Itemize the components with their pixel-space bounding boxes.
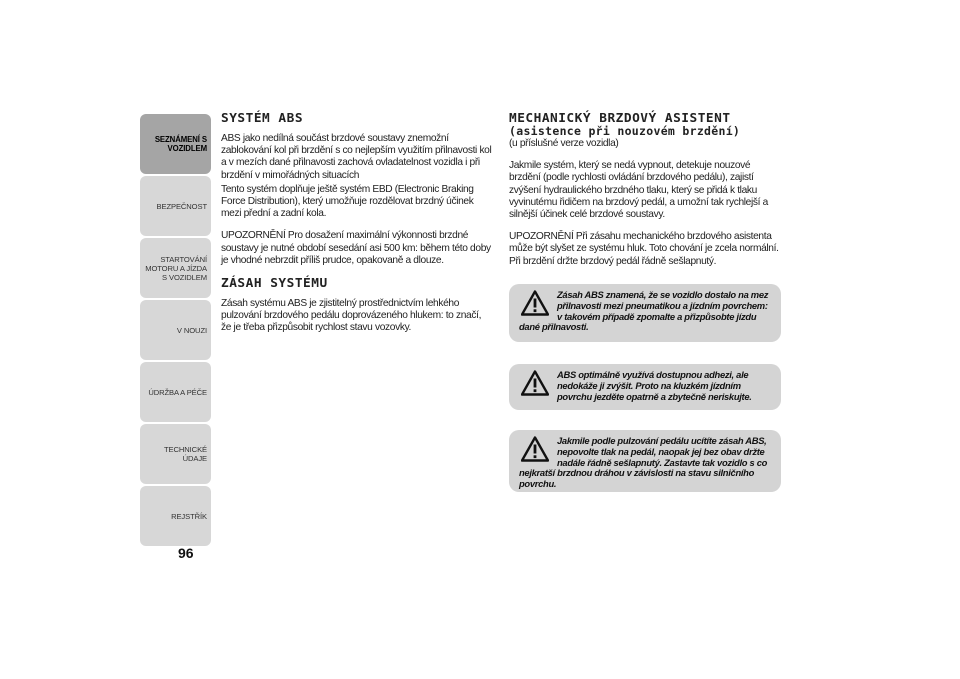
tab-rejstrik[interactable] [140,486,211,546]
heading-abs: SYSTÉM ABS [221,111,304,126]
warning-triangle-icon [521,436,549,462]
warning-box-1 [509,284,781,342]
warning-text-1: Zásah ABS znamená, že se vozidlo dostalo na mez přilnavosti mezi pneumatikou a jízdním povrchem: v takovém případě zpomalte a přizpůsobte jízdu dané přilnavosti. [519,289,769,333]
tab-label: ÚDRŽBA A PÉČE [148,387,207,397]
chapter-sidebar [140,114,211,548]
warning-text-3: Jakmile podle pulzování pedálu ucítíte zásah ABS, nepovolte tlak na pedál, naopak jej bez obav držte nadále řádně sešlapnutý. Zastavte tak vozidlo s co nejkratší brzdnou dráhou v závislosti na stavu silničního povrchu. [519,435,768,490]
version-note: (u příslušné verze vozidla) [509,138,619,149]
page-number: 96 [178,545,194,561]
asistent-paragraph-2: UPOZORNĚNÍ Při zásahu mechanického brzdového asistenta může být slyšet ze systému hluk. Toto chování je zcela normální. Při brzdění držte brzdový pedál řádně sešlapnutý. [509,231,779,267]
warning-triangle-icon [521,370,549,396]
tab-bezpecnost[interactable] [140,176,211,236]
abs-paragraph-2: Tento systém doplňuje ještě systém EBD (Electronic Braking Force Distribution), který umožňuje rozdělovat brzdný účinek mezi přední a zadní kola. [221,183,474,220]
tab-v-nouzi[interactable] [140,300,211,360]
tab-technicke-udaje[interactable] [140,424,211,484]
subheading-asistence: (asistence při nouzovém brzdění) [509,124,741,138]
tab-udrzba-a-pece[interactable] [140,362,211,422]
asistent-paragraph-1: Jakmile systém, který se nedá vypnout, detekuje nouzové brzdění (podle rychlosti ovládání brzdového pedálu), zajistí zvýšení hydraulického brzdného tlaku, který se přidá k tlaku vyvinutému řidičem na brzdový pedál, a umožní tak rychlejší a silnější účinek celé brzdové soustavy. [509,160,768,221]
warning-box-3 [509,430,781,492]
tab-label: REJSTŘÍK [171,511,207,521]
warning-text-2: ABS optimálně využívá dostupnou adhezi, ale nedokáže ji zvýšit. Proto na kluzkém jízdním povrchu jezděte opatrně a zbytečně neriskujte. [557,369,752,402]
tab-label: V NOUZI [176,325,207,335]
right-column [509,112,781,268]
tab-label: SEZNÁMENÍ S VOZIDLEM [154,135,207,153]
heading-zasah-systemu: ZÁSAH SYSTÉMU [221,276,328,292]
tab-label: BEZPEČNOST [156,201,207,211]
zasah-paragraph: Zásah systému ABS je zjistitelný prostřednictvím lehkého pulzování brzdového pedálu doprovázeného hlukem: to značí, že je třeba přizpůsobit rychlost stavu vozovky. [221,298,482,334]
abs-paragraph-1: ABS jako nedílná součást brzdové soustavy znemožní zablokování kol při brzdění s co nejlepším využitím přilnavosti kol a v mezích dané přilnavosti zachová ovladatelnost vozidla i při brzdění v mimořádných situacích [221,133,492,181]
warning-triangle-icon [521,290,549,316]
left-column [221,112,493,335]
tab-seznameni-s-vozidlem[interactable] [140,114,211,174]
warning-box-2 [509,364,781,410]
tab-startovani-motoru[interactable] [140,238,211,298]
tab-label: STARTOVÁNÍ MOTORU A JÍZDA S VOZIDLEM [145,254,207,282]
tab-label: TECHNICKÉ ÚDAJE [164,445,207,463]
heading-brzdovy-asistent: MECHANICKÝ BRZDOVÝ ASISTENT [509,111,731,126]
abs-paragraph-3: UPOZORNĚNÍ Pro dosažení maximální výkonnosti brzdné soustavy je nutné období sesedání asi 500 km: během této doby je vhodné nebrzdit příliš prudce, opakovaně a dlouze. [221,230,491,266]
